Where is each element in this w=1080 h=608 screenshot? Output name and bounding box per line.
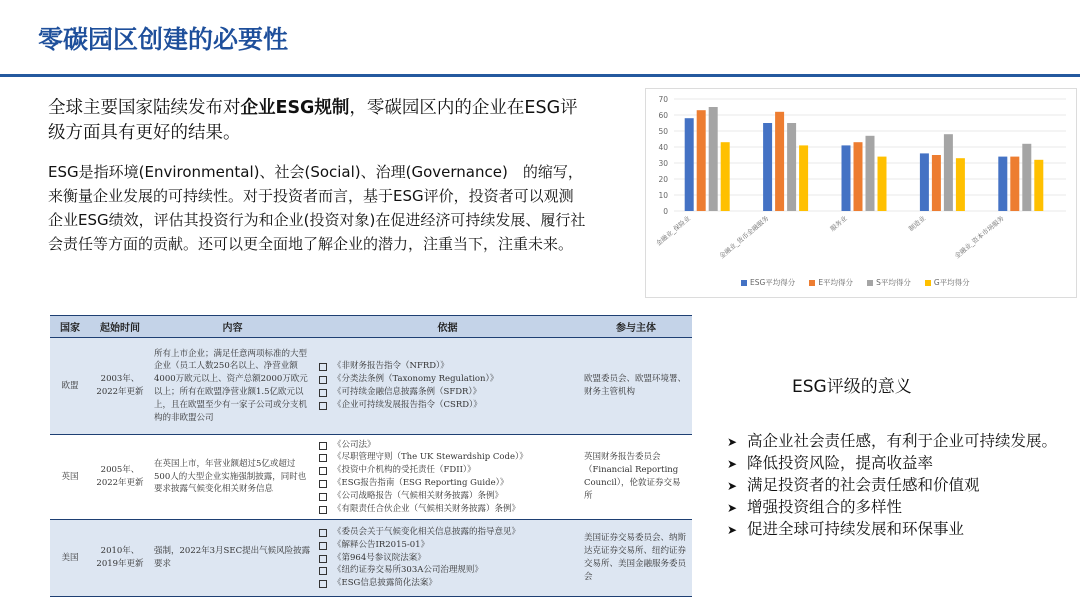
significance-text: 降低投资风险，提高收益率 [747,454,934,472]
basis-text: 《公司法》 [333,439,376,450]
basis-item [319,464,576,477]
header-content: 内容 [150,316,315,338]
esg-score-chart [645,88,1077,298]
table-header-row [50,316,692,338]
basis-item [319,577,576,590]
y-tick-label: 60 [658,111,668,120]
basis-item [319,439,576,452]
cell-participants: 英国财务报告委员会（Financial Reporting Council），伦敦证券交易所 [580,435,692,520]
cell-time: 2003年、2022年更新 [90,338,150,435]
header-participants: 参与主体 [580,316,692,338]
significance-title: ESG评级的意义 [792,377,912,397]
checkbox-icon [319,454,327,462]
legend-swatch [741,280,747,286]
basis-item [319,539,576,552]
legend-label: G平均得分 [933,278,970,287]
header-country: 国家 [50,316,90,338]
y-tick-label: 50 [658,127,668,136]
legend-item [925,277,970,288]
legend-swatch [867,280,873,286]
bar [721,142,730,211]
legend-label: S平均得分 [876,278,911,287]
significance-item [727,497,1067,519]
basis-item [319,360,576,373]
bar [932,155,941,211]
bar [709,107,718,211]
basis-text: 《解释公告IR2015-01》 [333,539,430,550]
basis-text: 《公司战略报告（气候相关财务披露）条例》 [333,490,504,501]
basis-item [319,503,576,516]
legend-label: ESG平均得分 [750,278,796,287]
cell-time: 2010年、2019年更新 [90,520,150,597]
basis-text: 《ESG信息披露简化法案》 [333,578,437,589]
basis-list [319,360,576,411]
legend-swatch [809,280,815,286]
bar [878,157,887,211]
x-category-label: 服务业 [828,214,849,234]
regulation-table [50,315,692,605]
legend-swatch [925,280,931,286]
basis-text: 《尽职管理守则（The UK Stewardship Code）》 [333,452,528,463]
arrow-right-icon: ➤ [727,479,738,493]
cell-basis [315,435,580,520]
slide-title: 零碳园区创建的必要性 [38,25,289,54]
basis-text: 《企业可持续发展报告指令（CSRD）》 [333,399,482,410]
bar [1034,160,1043,211]
x-category-label: 金融业_保险业 [654,214,692,248]
basis-text: 《ESG报告指南（ESG Reporting Guide）》 [333,478,509,488]
bar [1022,144,1031,211]
checkbox-icon [319,389,327,397]
y-tick-label: 40 [658,143,668,152]
cell-content: 所有上市企业；满足任意两项标准的大型企业（员工人数250名以上、净营业额4000万欧元以上、资产总额2000万欧元以上；所有在欧盟净营业额1.5亿欧元以上，且在欧盟至少有一家子公司或分支机构的非欧盟公司 [150,338,315,435]
bar [763,123,772,211]
basis-item [319,552,576,565]
checkbox-icon [319,442,327,450]
checkbox-icon [319,467,327,475]
basis-item [319,386,576,399]
bar [775,112,784,211]
x-category-label: 金融业_货币金融服务 [717,214,771,261]
basis-item [319,490,576,503]
intro-part2: ，零碳园区内的企业在ESG评级方面具有更好的结果。 [48,98,578,143]
table-row [50,435,692,520]
cell-country: 美国 [50,520,90,597]
cell-content: 强制，2022年3月SEC提出气候风险披露要求 [150,520,315,597]
x-category-label: 制造业 [907,214,928,234]
significance-text: 满足投资者的社会责任感和价值观 [747,476,980,494]
bar [787,123,796,211]
checkbox-icon [319,555,327,563]
y-tick-label: 30 [658,159,668,168]
basis-text: 《投资中介机构的受托责任（FDII）》 [333,465,476,476]
basis-text: 《有限责任合伙企业（气候相关财务披露）条例》 [333,503,521,514]
basis-item [319,526,576,539]
header-time: 起始时间 [90,316,150,338]
intro-text [48,96,588,146]
chart-canvas [646,89,1076,297]
basis-text: 《可持续金融信息披露条例（SFDR）》 [333,387,482,397]
cell-country: 英国 [50,435,90,520]
bar [685,118,694,211]
checkbox-icon [319,376,327,384]
legend-item [809,277,853,288]
arrow-right-icon: ➤ [727,501,738,515]
significance-item [727,431,1067,453]
significance-list [727,431,1067,541]
basis-item [319,451,576,464]
basis-item [319,477,576,490]
header-basis: 依据 [315,316,580,338]
bar [854,142,863,211]
y-tick-label: 20 [658,175,668,184]
checkbox-icon [319,363,327,371]
x-category-label: 金融业_资本市场服务 [953,214,1006,261]
significance-text: 促进全球可持续发展和环保事业 [747,520,965,538]
legend-label: E平均得分 [818,278,854,287]
intro-part1: 全球主要国家陆续发布对 [48,98,241,118]
cell-content: 在英国上市，年营业额超过5亿或超过500人的大型企业实施强制披露，同时也要求披露气候变化相关财务信息 [150,435,315,520]
title-divider [0,74,1080,77]
bar [1010,157,1019,211]
basis-list [319,526,576,590]
checkbox-icon [319,580,327,588]
title-bar [0,0,1080,76]
cell-basis [315,520,580,597]
checkbox-icon [319,506,327,514]
y-tick-label: 0 [663,207,668,216]
cell-time: 2005年、2022年更新 [90,435,150,520]
intro-bold: 企业ESG规制 [240,98,350,118]
checkbox-icon [319,402,327,410]
basis-text: 《非财务报告指令（NFRD）》 [333,361,449,372]
cell-basis [315,338,580,435]
checkbox-icon [319,480,327,488]
significance-text: 高企业社会责任感，有利于企业可持续发展。 [747,432,1058,450]
cell-participants: 欧盟委员会、欧盟环境署、财务主管机构 [580,338,692,435]
arrow-right-icon: ➤ [727,457,738,471]
chart-legend [741,277,1071,288]
basis-text: 《委员会关于气候变化相关信息披露的指导意见》 [333,527,521,537]
bar [920,153,929,211]
basis-item [319,564,576,577]
bar [799,145,808,211]
checkbox-icon [319,493,327,501]
table-row [50,520,692,597]
bar [842,145,851,211]
basis-text: 《分类法条例（Taxonomy Regulation）》 [333,374,499,385]
y-tick-label: 70 [658,95,668,104]
basis-item [319,399,576,412]
bar [998,157,1007,211]
checkbox-icon [319,567,327,575]
basis-list [319,439,576,516]
basis-text: 《第964号参议院法案》 [333,552,426,563]
bar [697,110,706,211]
checkbox-icon [319,529,327,537]
basis-text: 《纽约证券交易所303A公司治理规则》 [333,565,483,576]
bar [944,134,953,211]
arrow-right-icon: ➤ [727,523,738,537]
cell-country: 欧盟 [50,338,90,435]
arrow-right-icon: ➤ [727,435,738,449]
cell-participants: 美国证券交易委员会、纳斯达克证券交易所、纽约证券交易所、美国金融服务委员会 [580,520,692,597]
table-row [50,338,692,435]
basis-item [319,373,576,386]
significance-item [727,519,1067,541]
legend-item [741,277,795,288]
significance-item [727,475,1067,497]
y-tick-label: 10 [658,191,668,200]
significance-item [727,453,1067,475]
significance-text: 增强投资组合的多样性 [747,498,903,516]
bar [956,158,965,211]
bar [866,136,875,211]
esg-description: ESG是指环境(Environmental)、社会(Social)、治理(Governance) 的缩写，来衡量企业发展的可持续性。对于投资者而言，基于ESG评价，投资者可以观测企业ESG绩效，评估其投资行为和企业(投资对象)在促进经济可持续发展、履行社会责任等方面的贡献。还可以更全面地了解企业的潜力，注重当下，注重未来。 [48,163,586,253]
legend-item [867,277,911,288]
checkbox-icon [319,542,327,550]
